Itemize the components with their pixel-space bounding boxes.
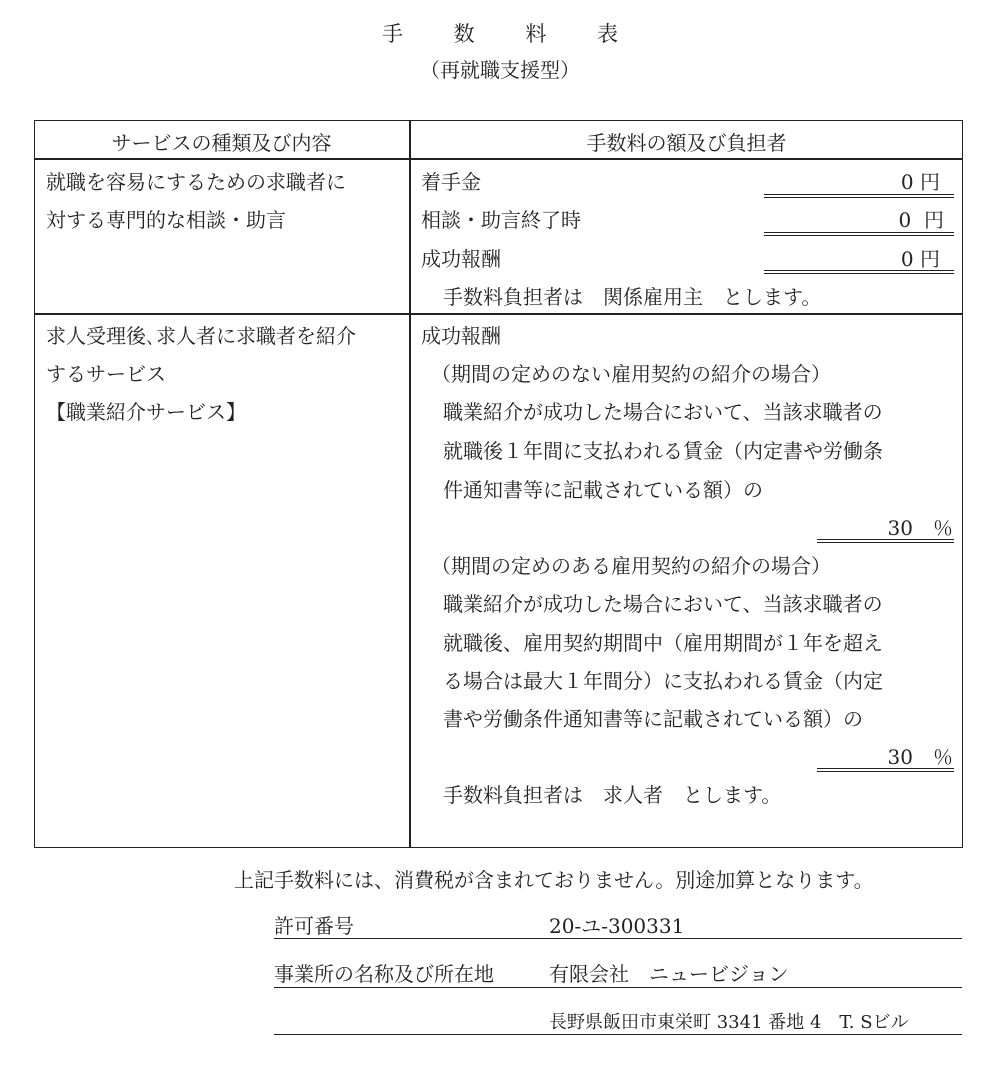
fee-label-consult: 相談・助言終了時 — [421, 208, 581, 232]
header-service: サービスの種類及び内容 — [111, 131, 332, 155]
license-number: 20-ユ-300331 — [549, 914, 685, 938]
license-underline — [274, 938, 962, 939]
row2-payer-note: 手数料負担者は 求人者 とします。 — [443, 783, 782, 807]
fee-label-success: 成功報酬 — [421, 247, 501, 271]
header-fee: 手数料の額及び負担者 — [586, 131, 787, 155]
fee-label-retainer: 着手金 — [421, 170, 481, 194]
case2-rate: 30 ％ — [887, 745, 953, 769]
case2-line4: 書や労働条件通知書等に記載されている額）の — [443, 707, 863, 731]
rate-underline — [817, 539, 954, 543]
office-underline — [274, 987, 962, 988]
row1-service-line2: 対する専門的な相談・助言 — [46, 208, 286, 232]
row-divider — [34, 313, 963, 315]
license-label: 許可番号 — [274, 914, 354, 938]
document-title: 手 数 料 表 — [381, 22, 641, 46]
case1-line3: 件通知書等に記載されている額）の — [443, 478, 763, 502]
tax-note: 上記手数料には、消費税が含まれておりません。別途加算となります。 — [234, 868, 874, 892]
row1-payer-note: 手数料負担者は 関係雇用主 とします。 — [443, 285, 822, 309]
fee-amount-consult: 0 円 — [898, 208, 944, 232]
address-underline — [274, 1034, 962, 1035]
case2-line1: 職業紹介が成功した場合において、当該求職者の — [443, 592, 883, 616]
row2-service-line3: 【職業紹介サービス】 — [46, 400, 246, 424]
document-subtitle: （再就職支援型） — [420, 58, 580, 82]
case1-line2: 就職後１年間に支払われる賃金（内定書や労働条 — [443, 439, 883, 463]
case1-line1: 職業紹介が成功した場合において、当該求職者の — [443, 400, 883, 424]
row2-fee-label: 成功報酬 — [421, 324, 501, 348]
case1-rate: 30 ％ — [887, 516, 953, 540]
rate-underline — [817, 768, 954, 772]
fee-amount-underline — [764, 194, 954, 198]
fee-amount-retainer: 0 円 — [900, 170, 940, 194]
row1-service-line1: 就職を容易にするための求職者に — [46, 170, 346, 194]
case2-line3: る場合は最大１年間分）に支払われる賃金（内定 — [443, 669, 883, 693]
case2-line2: 就職後、雇用契約期間中（雇用期間が１年を超え — [443, 631, 883, 655]
header-divider — [34, 158, 963, 160]
office-label: 事業所の名称及び所在地 — [274, 962, 494, 986]
case1-heading: （期間の定めのない雇用契約の紹介の場合） — [431, 362, 831, 386]
row2-service-line2: するサービス — [46, 362, 166, 386]
fee-amount-success: 0 円 — [900, 247, 940, 271]
case2-heading: （期間の定めのある雇用契約の紹介の場合） — [431, 554, 831, 578]
office-address: 長野県飯田市東栄町 3341 番地 4 T. Sビル — [549, 1012, 909, 1033]
row2-service-line1: 求人受理後､求人者に求職者を紹介 — [46, 324, 356, 348]
fee-amount-underline — [764, 232, 954, 236]
office-name: 有限会社 ニュービジョン — [549, 962, 789, 986]
fee-amount-underline — [764, 270, 954, 274]
column-divider — [409, 120, 411, 848]
